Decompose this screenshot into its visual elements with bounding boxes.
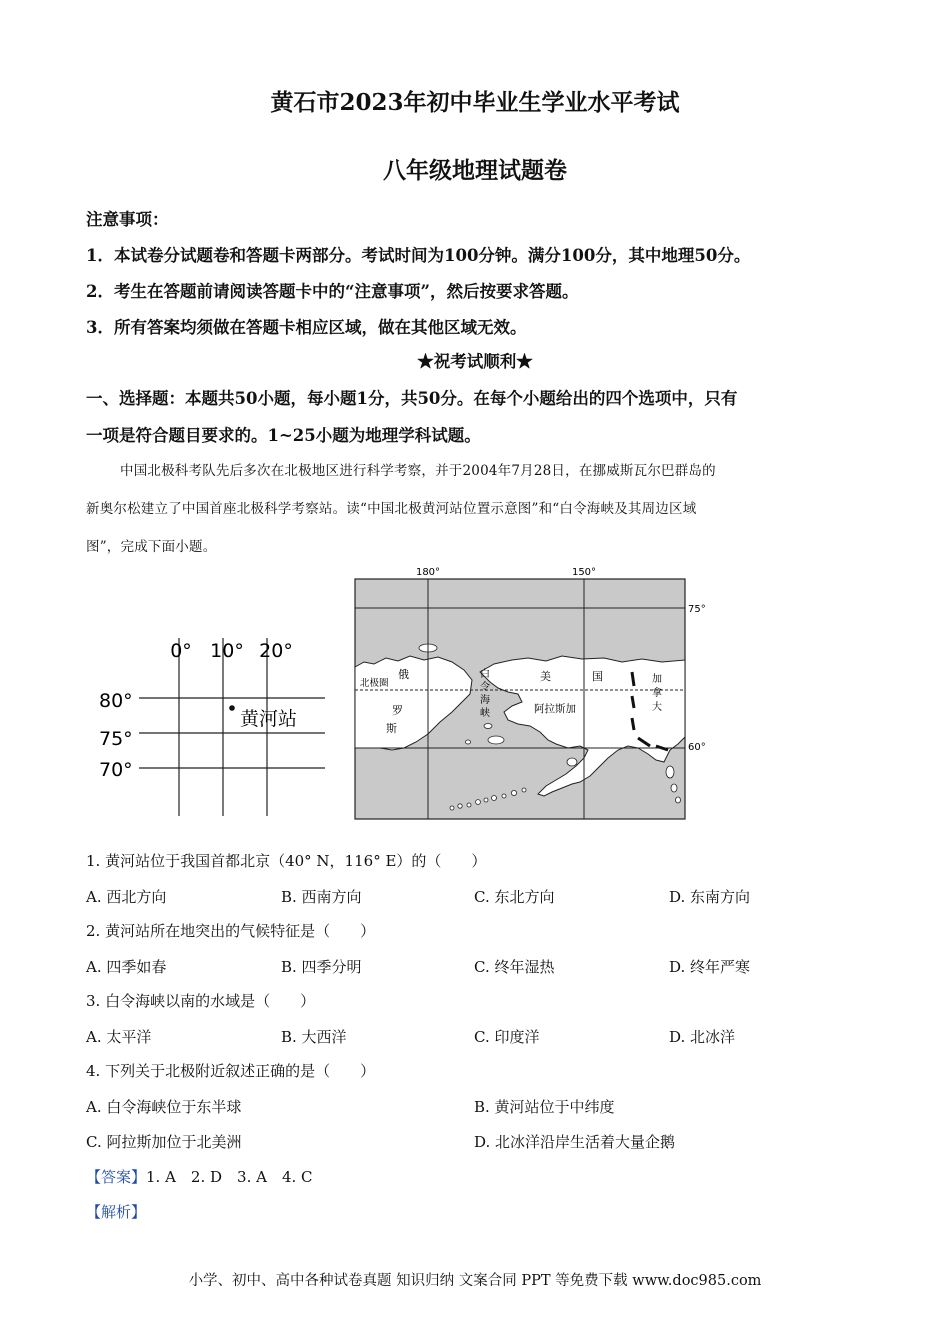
alaska-label: 阿拉斯加: [534, 703, 576, 715]
intro-line-2: 新奥尔松建立了中国首座北极科学考察站。读“中国北极黄河站位置示意图”和“白令海峡及其周边区域: [86, 501, 697, 517]
page-footer: 小学、初中、高中各种试卷真题 知识归纳 文案合同 PPT 等免费下载 www.doc985.com: [188, 1273, 762, 1289]
question-2-option-b: B. 四季分明: [281, 958, 362, 976]
arctic-circle-label: 北极圈: [360, 678, 389, 689]
station-label: 黄河站: [240, 708, 298, 730]
question-4-option-d: D. 北冰洋沿岸生活着大量企鹅: [474, 1133, 676, 1151]
canada-label-3: 大: [652, 702, 662, 713]
usa-label-2: 国: [592, 670, 603, 683]
question-3-option-b: B. 大西洋: [281, 1028, 347, 1046]
note-item-1: 1．本试卷分试题卷和答题卡两部分。考试时间为100分钟。满分100分，其中地理50分。: [86, 246, 751, 265]
lon-label-10: 10°: [210, 640, 244, 662]
canada-label-1: 加: [652, 674, 662, 685]
question-1-option-b: B. 西南方向: [281, 888, 362, 906]
question-3-option-c: C. 印度洋: [474, 1028, 540, 1046]
question-4-option-b: B. 黄河站位于中纬度: [474, 1098, 615, 1116]
russia-label-1: 俄: [398, 668, 409, 681]
russia-label-3: 斯: [386, 722, 397, 735]
exam-title: 黄石市2023年初中毕业生学业水平考试: [270, 89, 680, 116]
usa-label-1: 美: [540, 670, 551, 683]
bering-strait-map: [352, 562, 714, 824]
note-item-3: 3．所有答案均须做在答题卡相应区域，做在其他区域无效。: [86, 318, 527, 337]
lon-label-0: 0°: [170, 640, 192, 662]
question-2-option-d: D. 终年严寒: [669, 958, 751, 976]
answer-text: 1. A 2. D 3. A 4. C: [146, 1168, 313, 1186]
question-1-option-c: C. 东北方向: [474, 888, 555, 906]
good-luck-line: ★祝考试顺利★: [417, 352, 533, 371]
bering-label-4: 峡: [480, 708, 490, 719]
question-2-stem: 2. 黄河站所在地突出的气候特征是（ ）: [86, 922, 376, 940]
question-4-stem: 4. 下列关于北极附近叙述正确的是（ ）: [86, 1062, 376, 1080]
answer-line: [86, 1166, 313, 1187]
question-1-stem: 1. 黄河站位于我国首都北京（40° N，116° E）的（ ）: [86, 852, 487, 870]
analysis-label: 【解析】: [86, 1203, 147, 1221]
label-180: 180°: [415, 567, 441, 578]
question-1-option-a: A. 西北方向: [86, 888, 167, 906]
canada-label-2: 拿: [652, 688, 662, 699]
note-item-2: 2．考生在答题前请阅读答题卡中的“注意事项”，然后按要求答题。: [86, 282, 579, 301]
label-60: 60°: [688, 742, 706, 753]
question-3-option-a: A. 太平洋: [86, 1028, 152, 1046]
question-3-option-d: D. 北冰洋: [669, 1028, 736, 1046]
question-1-option-d: D. 东南方向: [669, 888, 751, 906]
label-150: 150°: [571, 567, 597, 578]
label-75: 75°: [688, 604, 706, 615]
question-2-option-c: C. 终年湿热: [474, 958, 555, 976]
lat-label-70: 70°: [99, 759, 133, 781]
lon-label-20: 20°: [259, 640, 293, 662]
question-2-option-a: A. 四季如春: [86, 958, 167, 976]
russia-label-2: 罗: [392, 704, 403, 717]
intro-line-3: 图”，完成下面小题。: [86, 539, 217, 555]
question-4-option-a: A. 白令海峡位于东半球: [86, 1098, 242, 1116]
question-3-stem: 3. 白令海峡以南的水域是（ ）: [86, 992, 316, 1010]
section-heading-line2: 一项是符合题目要求的。1~25小题为地理学科试题。: [86, 426, 481, 445]
lat-label-75: 75°: [99, 728, 133, 750]
paper-subtitle: 八年级地理试题卷: [383, 157, 567, 184]
intro-line-1: 中国北极科考队先后多次在北极地区进行科学考察，并于2004年7月28日，在挪威斯瓦尔巴群岛的: [120, 463, 716, 479]
bering-label-2: 令: [480, 682, 490, 693]
yellow-river-station-map: [95, 630, 335, 820]
bering-label-1: 白: [480, 669, 490, 680]
section-heading-line1: 一、选择题：本题共50小题，每小题1分，共50分。在每个小题给出的四个选项中，只有: [86, 389, 738, 408]
answer-label: 【答案】: [86, 1168, 147, 1186]
lat-label-80: 80°: [99, 690, 133, 712]
notes-heading: 注意事项：: [86, 210, 169, 229]
question-4-option-c: C. 阿拉斯加位于北美洲: [86, 1133, 242, 1151]
bering-label-3: 海: [480, 695, 490, 706]
station-marker: [229, 705, 235, 711]
